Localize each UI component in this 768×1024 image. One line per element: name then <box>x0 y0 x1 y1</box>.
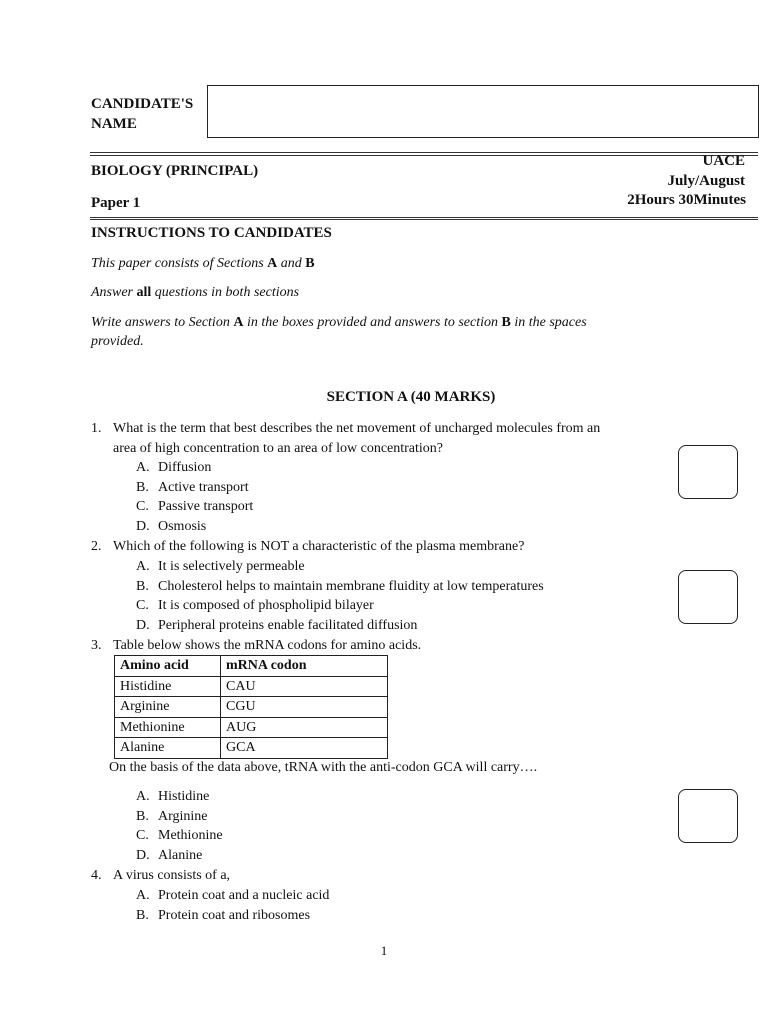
option-text: Histidine <box>158 789 210 804</box>
option-letter: B. <box>136 479 149 495</box>
exam-duration: 2Hours 30Minutes <box>627 192 746 208</box>
instruction-line-1 <box>91 256 315 272</box>
option-letter: C. <box>136 828 149 843</box>
instr1-section-a: A <box>267 256 278 271</box>
subject-title: BIOLOGY (PRINCIPAL) <box>91 163 259 179</box>
instr2-post: questions in both sections <box>151 285 300 300</box>
option-d[interactable] <box>136 616 544 636</box>
option-letter: D. <box>136 518 150 534</box>
option-letter: D. <box>136 617 150 633</box>
question-number: 1. <box>91 421 102 436</box>
q3-answer-box[interactable] <box>678 789 738 843</box>
question-text: Which of the following is NOT a characteristic of the plasma membrane? <box>113 539 525 554</box>
instr1-pre: This paper consists of Sections <box>91 256 268 271</box>
instr2-pre: Answer <box>91 285 137 300</box>
instr1-section-b: B <box>305 256 315 271</box>
table-cell: CAU <box>221 676 388 697</box>
option-letter: B. <box>136 578 149 594</box>
option-text: Diffusion <box>158 460 212 475</box>
question-text: What is the term that best describes the net movement of uncharged molecules from an <box>113 421 601 436</box>
option-a[interactable] <box>136 557 544 577</box>
instruction-line-2 <box>91 285 299 301</box>
question-1 <box>91 419 600 458</box>
table-row <box>115 697 388 718</box>
question-number: 2. <box>91 539 102 554</box>
q3-options <box>136 787 223 865</box>
question-text: A virus consists of a, <box>113 868 231 883</box>
q1-answer-box[interactable] <box>678 445 738 499</box>
candidate-label-line1: CANDIDATE'S <box>91 96 194 112</box>
instruction-line-3 <box>91 313 587 351</box>
table-cell: CGU <box>221 697 388 718</box>
option-text: Peripheral proteins enable facilitated diffusion <box>158 617 418 633</box>
instr3-post2: provided. <box>91 334 144 349</box>
option-text: It is composed of phospholipid bilayer <box>158 598 374 613</box>
option-letter: D. <box>136 847 150 863</box>
q4-options <box>136 886 329 925</box>
q2-answer-box[interactable] <box>678 570 738 624</box>
option-letter: C. <box>136 499 149 514</box>
table-cell: Alanine <box>115 738 221 759</box>
option-letter: B. <box>136 808 149 824</box>
option-c[interactable] <box>136 497 253 517</box>
option-c[interactable] <box>136 596 544 616</box>
table-row <box>115 738 388 759</box>
option-c[interactable] <box>136 826 223 846</box>
q1-options <box>136 458 253 536</box>
table-header: mRNA codon <box>221 656 388 677</box>
option-text: It is selectively permeable <box>158 559 305 574</box>
question-text: Table below shows the mRNA codons for amino acids. <box>113 638 422 653</box>
option-letter: A. <box>136 888 150 903</box>
candidate-name-field[interactable] <box>207 85 759 138</box>
option-letter: A. <box>136 460 150 475</box>
option-text: Passive transport <box>158 499 254 514</box>
paper-number: Paper 1 <box>91 195 141 211</box>
option-b[interactable] <box>136 906 329 926</box>
instr3-mid: in the boxes provided and answers to section <box>243 315 502 330</box>
question-3 <box>91 636 421 656</box>
header-rule-top-2 <box>90 155 758 156</box>
option-text: Alanine <box>158 847 203 863</box>
codon-table <box>114 655 388 759</box>
exam-session: July/August <box>667 173 745 189</box>
option-text: Protein coat and ribosomes <box>158 907 311 923</box>
option-text: Cholesterol helps to maintain membrane fluidity at low temperatures <box>158 578 544 594</box>
page-number: 1 <box>380 943 388 958</box>
header-rule-bottom <box>90 217 758 218</box>
instr3-post1: in the spaces <box>510 315 587 330</box>
instr2-all: all <box>136 285 152 300</box>
option-letter: C. <box>136 598 149 613</box>
table-cell: Histidine <box>115 676 221 697</box>
exam-code: UACE <box>702 153 745 169</box>
option-b[interactable] <box>136 577 544 597</box>
option-b[interactable] <box>136 478 253 498</box>
q2-options <box>136 557 544 635</box>
option-b[interactable] <box>136 807 223 827</box>
instructions-title: INSTRUCTIONS TO CANDIDATES <box>91 225 332 241</box>
table-row <box>115 676 388 697</box>
option-text: Arginine <box>158 808 208 824</box>
instr1-mid: and <box>277 256 306 271</box>
option-a[interactable] <box>136 458 253 478</box>
option-a[interactable] <box>136 787 223 807</box>
candidate-label-line2: NAME <box>91 116 137 132</box>
header-rule-bottom-2 <box>90 219 758 220</box>
instr3-section-b: B <box>501 315 511 330</box>
option-d[interactable] <box>136 846 223 866</box>
question-number: 4. <box>91 868 102 883</box>
instr3-pre: Write answers to Section <box>91 315 234 330</box>
option-text: Osmosis <box>158 518 207 534</box>
table-row <box>115 717 388 738</box>
section-a-title: SECTION A (40 MARKS) <box>326 389 496 405</box>
option-letter: A. <box>136 789 150 804</box>
question-number: 3. <box>91 638 102 653</box>
option-text: Methionine <box>158 828 223 843</box>
question-text: area of high concentration to an area of low concentration? <box>113 440 444 456</box>
option-d[interactable] <box>136 517 253 537</box>
option-text: Active transport <box>158 479 249 495</box>
table-cell: AUG <box>221 717 388 738</box>
question-4 <box>91 866 230 886</box>
table-cell: Methionine <box>115 717 221 738</box>
instr3-section-a: A <box>233 315 244 330</box>
question-2 <box>91 537 524 557</box>
option-letter: A. <box>136 559 150 574</box>
header-rule-top <box>90 152 758 153</box>
table-header-row <box>115 656 388 677</box>
q3-followup: On the basis of the data above, tRNA with the anti-codon GCA will carry…. <box>109 760 538 775</box>
option-text: Protein coat and a nucleic acid <box>158 888 330 903</box>
option-letter: B. <box>136 907 149 923</box>
candidate-name-label <box>91 94 193 134</box>
table-cell: Arginine <box>115 697 221 718</box>
option-a[interactable] <box>136 886 329 906</box>
table-header: Amino acid <box>115 656 221 677</box>
table-cell: GCA <box>221 738 388 759</box>
